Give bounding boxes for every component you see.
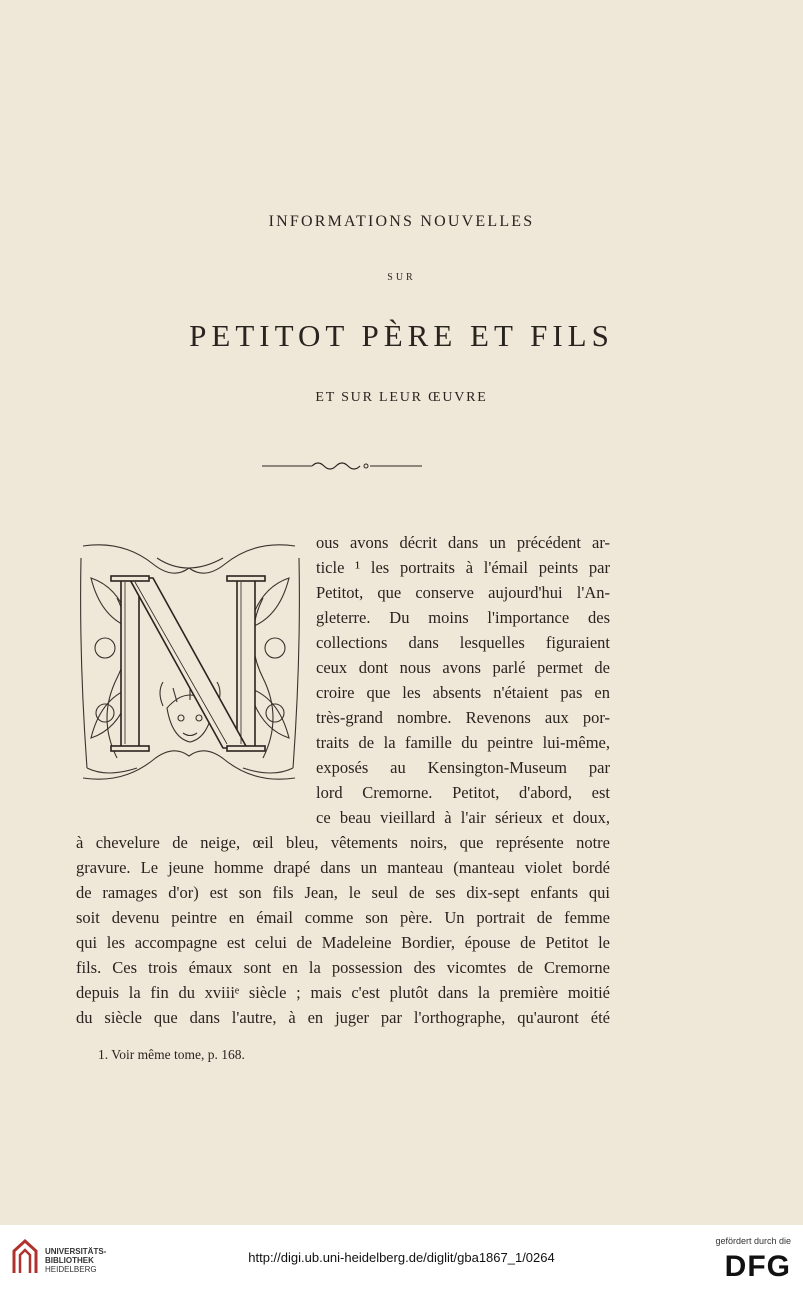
body-line: lord Cremorne. Petitot, d'abord, est (316, 783, 610, 802)
body-line: collections dans lesquelles figuraient (316, 633, 610, 652)
body-line: du siècle que dans l'autre, à en juger par l'orthographe, qu'auront été (76, 1008, 610, 1027)
body-line: qui les accompagne est celui de Madeleine Bordier, épouse de Petitot le (76, 933, 610, 952)
body-line: fils. Ces trois émaux sont en la possession des vicomtes de Cremorne (76, 958, 610, 977)
body-line: ticle ¹ les portraits à l'émail peints par (316, 558, 610, 577)
library-name-line3: HEIDELBERG (45, 1265, 97, 1274)
permalink-url[interactable]: http://digi.ub.uni-heidelberg.de/diglit/gba1867_1/0264 (248, 1250, 555, 1265)
body-line: de ramages d'or) est son fils Jean, le seul de ses dix-sept enfants qui (76, 883, 610, 902)
article-title: PETITOT PÈRE ET FILS (189, 318, 614, 353)
dfg-logo: DFG (724, 1250, 791, 1283)
body-line: gleterre. Du moins l'importance des (316, 608, 610, 627)
library-name-line2: BIBLIOTHEK (45, 1256, 94, 1265)
body-line: à chevelure de neige, œil bleu, vêtements noirs, que représente notre (76, 833, 610, 852)
body-line: Petitot, que conserve aujourd'hui l'An- (316, 583, 610, 602)
heading-line1: INFORMATIONS NOUVELLES (268, 213, 535, 230)
article-subtitle: ET SUR LEUR ŒUVRE (315, 390, 488, 405)
body-line: soit devenu peintre en émail comme son père. Un portrait de femme (76, 908, 610, 927)
body-line: ce beau vieillard à l'air sérieux et doux, (316, 808, 610, 827)
funding-note: gefördert durch die (715, 1236, 791, 1246)
body-line: depuis la fin du xviiiᵉ siècle ; mais c'est plutôt dans la première moitié (76, 983, 610, 1002)
library-name-line1: UNIVERSITÄTS- (45, 1247, 107, 1256)
body-line: très-grand nombre. Revenons aux por- (316, 708, 610, 727)
ornamental-initial-n-icon (77, 538, 303, 788)
body-line: croire que les absents n'étaient pas en (316, 683, 610, 702)
body-line: ous avons décrit dans un précédent ar- (316, 533, 610, 552)
footnote: 1. Voir même tome, p. 168. (98, 1047, 245, 1062)
body-line: ceux dont nous avons parlé permet de (316, 658, 610, 677)
body-line: exposés au Kensington-Museum par (316, 758, 610, 777)
fleuron-ornament-icon (262, 458, 422, 474)
body-line: traits de la famille du peintre lui-même, (316, 733, 610, 752)
heading-line2: SUR (387, 272, 416, 283)
body-line: gravure. Le jeune homme drapé dans un manteau (manteau violet bordé (76, 858, 610, 877)
